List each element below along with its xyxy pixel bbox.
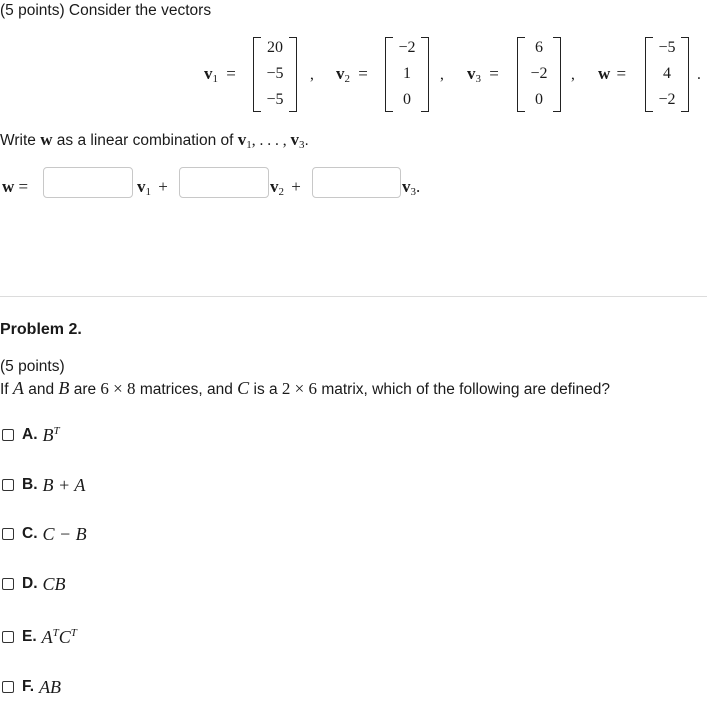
v2-label: v2 = [336, 64, 368, 85]
option-d-checkbox[interactable] [2, 578, 14, 590]
answer-v2-term: v2 + [270, 177, 301, 198]
problem-divider [0, 296, 707, 297]
comma-2: , [440, 66, 444, 83]
option-a[interactable]: A. $B^T$ [0, 423, 60, 447]
problem1-points-text: (5 points) Consider the vectors [0, 2, 212, 19]
problem2-points: (5 points) [0, 358, 65, 375]
w-entry-3: −2 [658, 91, 676, 108]
option-b-expr: B + A [42, 474, 86, 495]
v1-entry-1: 20 [267, 39, 283, 56]
problem2-question: If A and B are 6 × 8 matrices, and C is a 2 × 6 matrix, which of the following are defined? [0, 378, 610, 398]
instruction-text: Write w as a linear combination of v1, . . . , v3. [0, 130, 309, 151]
v2-entry-2: 1 [403, 65, 411, 82]
option-b-checkbox[interactable] [2, 479, 14, 491]
w-entry-1: −5 [658, 39, 676, 56]
coefficient-input-1[interactable] [43, 167, 133, 198]
v3-matrix [517, 37, 561, 112]
v3-entry-1: 6 [535, 39, 543, 56]
comma-1: , [310, 66, 314, 83]
comma-3: , [571, 66, 575, 83]
answer-v1-term: v1 + [137, 177, 168, 198]
option-e-expr: $A^TC^T$ [41, 626, 77, 647]
w-matrix [645, 37, 689, 112]
v1-matrix [253, 37, 297, 112]
option-c[interactable]: C. C − B [0, 522, 87, 546]
v1-entry-2: −5 [266, 65, 284, 82]
v3-label: v3 = [467, 64, 499, 85]
option-f-checkbox[interactable] [2, 681, 14, 693]
v2-entry-3: 0 [403, 91, 411, 108]
option-f[interactable]: F. AB [0, 675, 61, 699]
answer-w-label: w = [2, 177, 29, 196]
coefficient-input-2[interactable] [179, 167, 269, 198]
v2-entry-1: −2 [398, 39, 416, 56]
option-e-checkbox[interactable] [2, 631, 14, 643]
answer-v3-term: v3. [402, 177, 421, 198]
w-entry-2: 4 [663, 65, 671, 82]
period-1: . [697, 66, 701, 83]
option-a-expr: $B^T$ [42, 424, 60, 445]
option-e[interactable]: E. $A^TC^T$ [0, 625, 77, 649]
problem2-title: Problem 2. [0, 321, 82, 338]
option-c-checkbox[interactable] [2, 528, 14, 540]
v1-entry-3: −5 [266, 91, 284, 108]
option-f-expr: AB [39, 676, 62, 697]
option-d[interactable]: D. CB [0, 572, 66, 596]
w-label: w = [598, 64, 627, 83]
option-d-expr: CB [42, 573, 66, 594]
option-a-checkbox[interactable] [2, 429, 14, 441]
v3-entry-3: 0 [535, 91, 543, 108]
option-c-expr: C − B [42, 523, 87, 544]
coefficient-input-3[interactable] [312, 167, 401, 198]
option-b[interactable]: B. B + A [0, 473, 85, 497]
v3-entry-2: −2 [530, 65, 548, 82]
v1-label: v1 = [204, 64, 236, 85]
v2-matrix [385, 37, 429, 112]
